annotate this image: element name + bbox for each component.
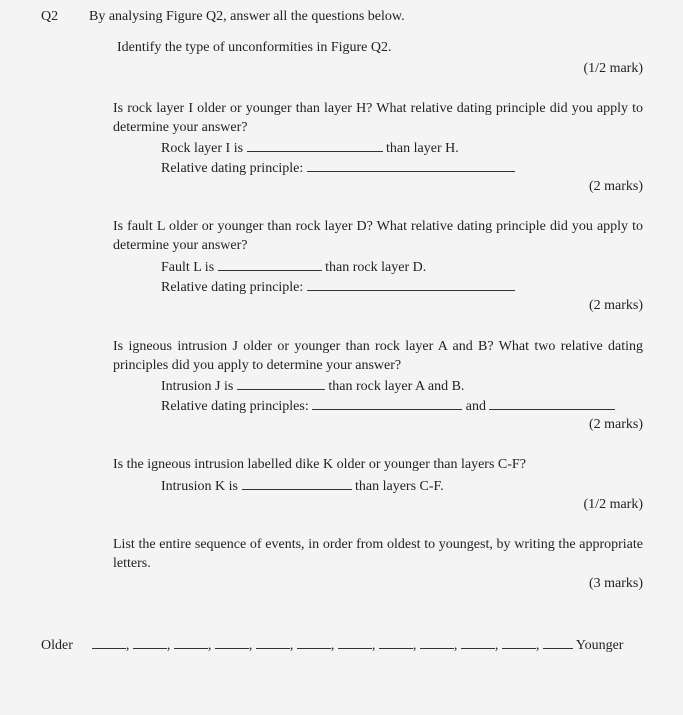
part-2-text: Is rock layer I older or younger than layer H? What relative dating principle did you apply to determine your answer? [113,101,643,135]
part-1-marks: (1/2 mark) [583,61,643,76]
sequence-blank[interactable] [92,635,126,649]
part-3-line1-prefix: Fault L is [161,260,215,275]
sequence-blank[interactable] [256,635,290,649]
part-3-line1-suffix: than rock layer D. [325,260,427,275]
part-4-answer-line-1 [161,376,464,396]
sequence-separator: , [289,638,294,653]
part-3-answer-blank-2[interactable] [307,277,515,291]
sequence-separator: , [207,638,212,653]
part-4-line2-mid: and [465,399,486,414]
part-5-answer-blank-1[interactable] [242,476,352,490]
part-5-text: Is the igneous intrusion labelled dike K older or younger than layers C-F? [113,457,526,472]
part-2-line1-prefix: Rock layer I is [161,141,244,156]
sequence-separator: , [125,638,130,653]
sequence-separator: , [494,638,499,653]
sequence-end-label: Younger [575,638,624,653]
sequence-separator: , [412,638,417,653]
part-3-text: Is fault L older or younger than rock layer D? What relative dating principle did you apply to determine your answer? [113,219,643,253]
sequence-separator: , [453,638,458,653]
part-5-line1-suffix: than layers C-F. [355,479,444,494]
part-2-marks: (2 marks) [588,179,643,194]
part-4-marks: (2 marks) [588,417,643,432]
part-2-answer-blank-1[interactable] [247,138,383,152]
part-2-line1-suffix: than layer H. [386,141,459,156]
part-4-line1-prefix: Intrusion J is [161,379,234,394]
part-4-answer-blank-2[interactable] [312,396,462,410]
sequence-blank[interactable] [133,635,167,649]
sequence-separator: , [248,638,253,653]
sequence-blank[interactable] [215,635,249,649]
part-4-answer-blank-3[interactable] [489,396,615,410]
part-5-line1-prefix: Intrusion K is [161,479,238,494]
part-4-answer-blank-1[interactable] [237,376,325,390]
sequence-blank[interactable] [461,635,495,649]
part-3-answer-line-2 [161,277,515,297]
part-4-line2-prefix: Relative dating principles: [161,399,309,414]
part-3-answer-line-1 [161,257,426,277]
sequence-separator: , [166,638,171,653]
part-4-text: Is igneous intrusion J older or younger than rock layer A and B? What two relative dating principles did you apply to determine your answer? [113,339,643,373]
sequence-blank[interactable] [543,635,573,649]
part-1-text: Identify the type of unconformities in Figure Q2. [117,40,392,55]
sequence-separator: , [535,638,540,653]
sequence-blank[interactable] [379,635,413,649]
part-2-answer-line-1 [161,138,459,158]
part-6-marks: (3 marks) [588,576,643,591]
sequence-separator: , [371,638,376,653]
part-3-marks: (2 marks) [588,298,643,313]
part-4-answer-line-2 [161,396,615,416]
part-2-answer-line-2 [161,158,515,178]
sequence-blank[interactable] [338,635,372,649]
part-5-marks: (1/2 mark) [583,497,643,512]
part-4-line1-suffix: than rock layer A and B. [328,379,465,394]
part-3-line2-prefix: Relative dating principle: [161,280,304,295]
sequence-separator: , [330,638,335,653]
sequence-blank[interactable] [502,635,536,649]
part-2-line2-prefix: Relative dating principle: [161,161,304,176]
sequence-row [41,635,623,655]
sequence-blank[interactable] [297,635,331,649]
part-5-answer-line-1 [161,476,444,496]
part-2-answer-blank-2[interactable] [307,158,515,172]
sequence-blank[interactable] [174,635,208,649]
part-3-answer-blank-1[interactable] [218,257,322,271]
part-6-text: List the entire sequence of events, in order from oldest to youngest, by writing the appropriate letters. [113,537,643,571]
question-number: Q2 [41,9,59,24]
sequence-start-label: Older [41,638,73,653]
question-intro: By analysing Figure Q2, answer all the questions below. [89,9,405,24]
sequence-blank[interactable] [420,635,454,649]
